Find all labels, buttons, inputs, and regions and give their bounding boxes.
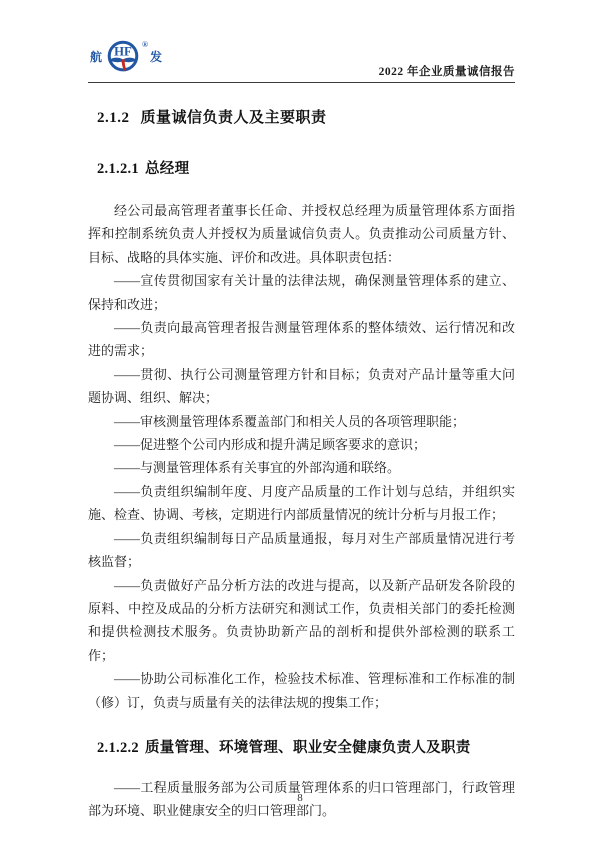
duty-item: ——负责组织编制年度、月度产品质量的工作计划与总结，并组织实施、检查、协调、考核，定期进行内部质量情况的统计分析与月报工作；	[88, 483, 515, 523]
duties-list	[88, 269, 515, 714]
duty-item: ——负责做好产品分析方法的改进与提高，以及新产品研发各阶段的原料、中控及成品的分析方法研究和测试工作，负责相关部门的委托检测和提供检测技术服务。负责协助新产品的剖析和提供外部检测的联系工作；	[88, 577, 515, 663]
closing-paragraph: ——工程质量服务部为公司质量管理体系的归口管理部门，行政管理部为环境、职业健康安全的归口管理部门。	[88, 779, 515, 819]
report-title: 2022 年企业质量诚信报告	[378, 66, 515, 78]
subsection-title: 总经理	[144, 161, 190, 177]
page-number: 8	[297, 792, 303, 804]
subsection-heading-quality-env-safety	[97, 736, 515, 757]
logo-emblem-letters: HF	[114, 44, 132, 59]
document-content	[88, 0, 515, 823]
subsection-number: 2.1.2.1	[97, 161, 139, 177]
duty-item: ——贯彻、执行公司测量管理方针和目标；负责对产品计量等重大问题协调、组织、解决；	[88, 366, 515, 406]
logo-right-char: 发	[150, 50, 163, 64]
intro-paragraph: 经公司最高管理者董事长任命、并授权总经理为质量管理体系方面指挥和控制系统负责人并授权为质量诚信负责人。负责推动公司质量方针、目标、战略的具体实施、评价和改进。具体职责包括：	[88, 203, 515, 265]
duty-item: ——与测量管理体系有关事宜的外部沟通和联络。	[114, 460, 401, 476]
duty-item: ——宣传贯彻国家有关计量的法律法规，确保测量管理体系的建立、保持和改进；	[88, 273, 515, 312]
duty-item: ——负责组织编制每日产品质量通报，每月对生产部质量情况进行考核监督；	[88, 530, 515, 570]
section-number: 2.1.2	[97, 110, 130, 126]
logo-left-char: 航	[90, 50, 103, 64]
registered-trademark-icon: ®	[142, 40, 148, 49]
section-heading	[97, 106, 515, 127]
duty-item: ——审核测量管理体系覆盖部门和相关人员的各项管理职能；	[114, 413, 466, 429]
subsection-number: 2.1.2.2	[97, 739, 139, 756]
duty-item: ——协助公司标准化工作，检验技术标准、管理标准和工作标准的制（修）订，负责与质量有关的法律法规的搜集工作；	[88, 671, 515, 710]
section-title: 质量诚信负责人及主要职责	[140, 110, 327, 126]
duty-item: ——促进整个公司内形成和提升满足顾客要求的意识；	[114, 437, 427, 453]
subsection-title: 质量管理、环境管理、职业安全健康负责人及职责	[144, 739, 471, 756]
subsection-heading-general-manager	[97, 157, 515, 178]
duty-item: ——负责向最高管理者报告测量管理体系的整体绩效、运行情况和改进的需求；	[88, 320, 515, 359]
